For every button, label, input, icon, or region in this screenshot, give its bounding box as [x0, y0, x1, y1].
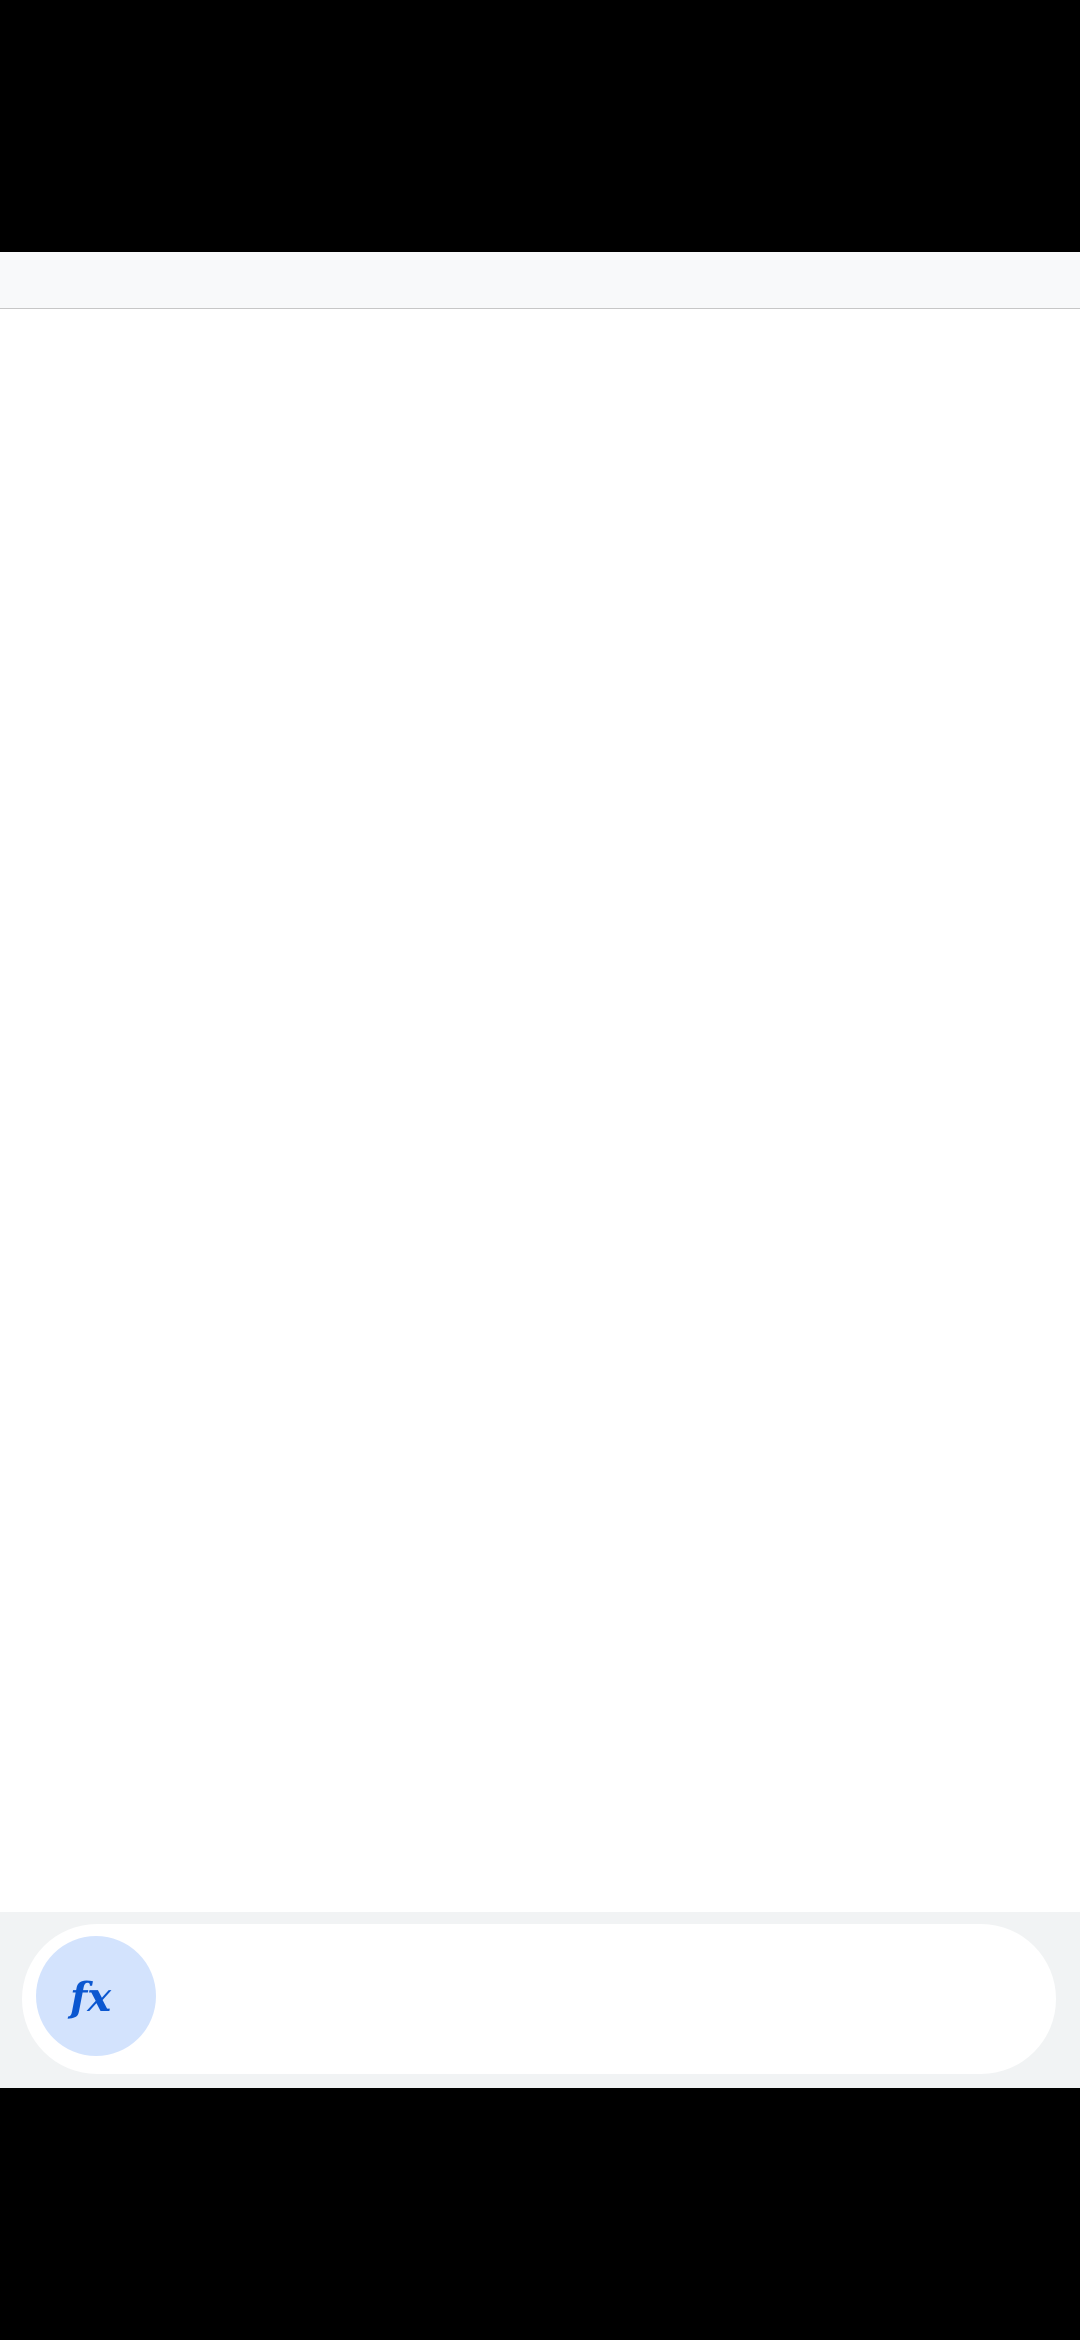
svg-text:fx: fx [70, 1974, 112, 2021]
fx-icon [66, 1971, 126, 2021]
fx-button[interactable] [36, 1936, 156, 2056]
sheet-top-bar [0, 252, 1080, 280]
formula-bar[interactable] [22, 1924, 1056, 2074]
spreadsheet [0, 252, 1080, 2088]
column-headers [0, 280, 1080, 309]
